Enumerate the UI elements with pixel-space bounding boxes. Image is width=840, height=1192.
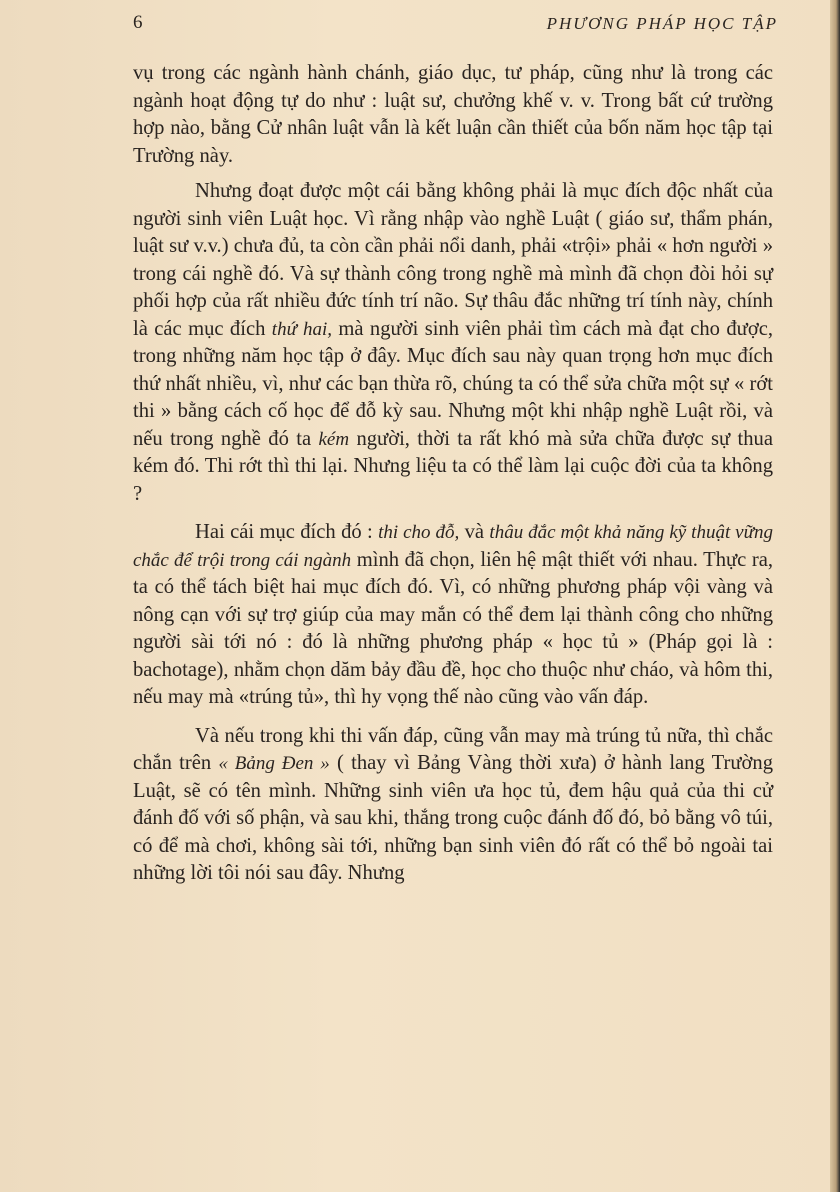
paragraph-4-italic-a: « Bảng Đen » (218, 753, 330, 774)
body-text (133, 60, 773, 888)
paragraph-2-text-c: người, thời ta rất khó mà sửa chữa được sự thua kém đó. Thi rớt thì thi lại. Nhưng liệu ta có thể làm lại cuộc đời của ta không ? (133, 427, 773, 505)
page-number: 6 (133, 12, 144, 33)
page-edge-shadow (830, 0, 840, 1192)
paragraph-3-italic-b: thâu đắc một khả năng kỹ thuật vững chắc để trội trong cái ngành (133, 522, 773, 571)
paragraph-2-italic-a: thứ hai, (271, 318, 332, 340)
paragraph-3 (133, 519, 773, 712)
paragraph-4-text-b: ( thay vì Bảng Vàng thời xưa) ở hành lang Trường Luật, sẽ có tên mình. Những sinh viên ưa học tủ, đem hậu quả của thi cử đánh đố với số phận, và sau khi, thắng trong cuộc đánh đố đó, bỏ bằng vô túi, có để mà chơi, không sài tới, những bạn sinh viên đó rất có thể bỏ ngoài tai những lời tôi nói sau đây. Nhưng (133, 752, 774, 884)
paragraph-1-text: vụ trong các ngành hành chánh, giáo dục, tư pháp, cũng như là trong các ngành hoạt động tự do như : luật sư, chưởng khế v. v. Trong bất cứ trường hợp nào, bằng Cử nhân luật vẫn là kết luận cần thiết của bốn năm học tập tại Trường này. (133, 62, 773, 167)
paragraph-4-text-a: Và nếu trong khi thi vấn đáp, cũng vẫn may mà trúng tủ nữa, thì chắc chắn trên (133, 724, 773, 774)
paragraph-4 (133, 723, 773, 888)
paragraph-1 (133, 60, 773, 170)
paragraph-3-text-c: mình đã chọn, liên hệ mật thiết với nhau. Thực ra, ta có thể tách biệt hai mục đích đó. Vì, có những phương pháp vội vàng và nông cạn với sự trợ giúp của may mắn có thể đem lại thành công cho những người sài tới nó : đó là những phương pháp « học tủ » (Pháp gọi là : bachotage), nhằm chọn dăm bảy đầu đề, học cho thuộc như cháo, và hôm thi, nếu may mà «trúng tủ», thì hy vọng thế nào cũng vào vấn đáp. (133, 548, 773, 708)
paragraph-2-italic-b: kém (318, 428, 350, 450)
paragraph-2 (133, 178, 773, 508)
paragraph-3-italic-a: thi cho đỗ, (378, 522, 460, 543)
running-title: PHƯƠNG PHÁP HỌC TẬP (546, 14, 778, 33)
paragraph-2-text-a: Nhưng đoạt được một cái bằng không phải là mục đích độc nhất của người sinh viên Luật học. Vì rằng nhập vào nghề Luật ( giáo sư, thẩm phán, luật sư v.v.) chưa đủ, ta còn cần phải nổi danh, phải «trội» phải « hơn người » trong cái nghề đó. Và sự thành công trong nghề mà mình đã chọn đòi hỏi sự phối hợp của rất nhiều đức tính trí não. Sự thâu đắc những trí tính này, chính là các mục đích (133, 180, 773, 340)
paragraph-2-text-b: mà người sinh viên phải tìm cách mà đạt cho được, trong những năm học tập ở đây. Mục đích sau này quan trọng hơn mục đích thứ nhất nhiều, vì, như các bạn thừa rõ, chúng ta có thể sửa chữa một sự « rớt thi » bằng cách cố học để đỗ kỳ sau. Nhưng một khi nhập nghề Luật rồi, và nếu trong nghề đó ta (133, 317, 773, 450)
paragraph-3-text-b: và (464, 521, 485, 543)
paragraph-3-text-a: Hai cái mục đích đó : (195, 521, 373, 543)
